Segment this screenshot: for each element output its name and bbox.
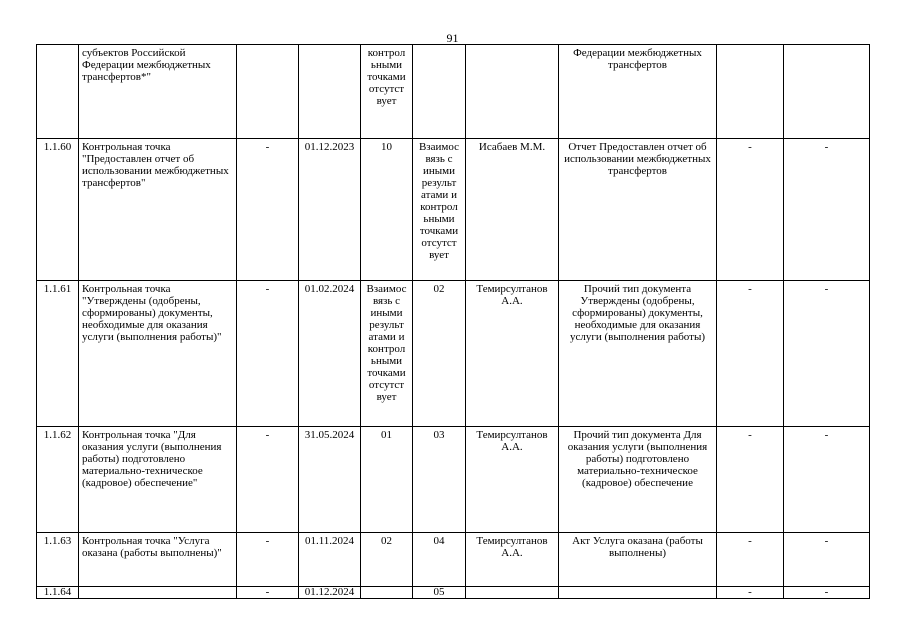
row-col6: 05 <box>413 587 466 599</box>
row-col3: - <box>237 587 299 599</box>
row-col3 <box>237 45 299 139</box>
page-number: 91 <box>446 31 459 45</box>
row-col5: 02 <box>361 533 413 587</box>
row-col10: - <box>784 281 870 427</box>
table-row <box>37 533 870 587</box>
row-date <box>299 45 361 139</box>
row-responsible <box>466 587 559 599</box>
row-col9: - <box>717 533 784 587</box>
row-responsible: Темирсултанов А.А. <box>466 427 559 533</box>
row-col9: - <box>717 587 784 599</box>
row-col6: 03 <box>413 427 466 533</box>
row-col6: Взаимос вязь с иными результ атами и контрол ьными точками отсутст вует <box>413 139 466 281</box>
row-col3: - <box>237 533 299 587</box>
row-col9: - <box>717 281 784 427</box>
row-name: Контрольная точка "Утверждены (одобрены, сформированы) документы, необходимые для оказания услуги (выполнения работы)" <box>79 281 237 427</box>
row-result: Прочий тип документа Утверждены (одобрены, сформированы) документы, необходимые для оказания услуги (выполнения работы) <box>559 281 717 427</box>
table-row <box>37 139 870 281</box>
row-col10: - <box>784 587 870 599</box>
row-result: Отчет Предоставлен отчет об использовании межбюджетных трансфертов <box>559 139 717 281</box>
row-date: 01.11.2024 <box>299 533 361 587</box>
row-date: 01.02.2024 <box>299 281 361 427</box>
row-col6: 02 <box>413 281 466 427</box>
row-number: 1.1.61 <box>37 281 79 427</box>
row-name: Контрольная точка "Услуга оказана (работы выполнены)" <box>79 533 237 587</box>
row-col5 <box>361 587 413 599</box>
table-row <box>37 587 870 599</box>
row-responsible: Темирсултанов А.А. <box>466 533 559 587</box>
row-name: Контрольная точка "Для оказания услуги (выполнения работы) подготовлено материально-техническое (кадровое) обеспечение" <box>79 427 237 533</box>
row-col10: - <box>784 427 870 533</box>
row-number: 1.1.60 <box>37 139 79 281</box>
row-col6 <box>413 45 466 139</box>
row-date: 01.12.2024 <box>299 587 361 599</box>
row-name: Контрольная точка "Предоставлен отчет об использовании межбюджетных трансфертов" <box>79 139 237 281</box>
row-result <box>559 587 717 599</box>
row-col5: 10 <box>361 139 413 281</box>
row-number: 1.1.63 <box>37 533 79 587</box>
row-date: 01.12.2023 <box>299 139 361 281</box>
row-col9: - <box>717 427 784 533</box>
table-row <box>37 45 870 139</box>
row-number: 1.1.62 <box>37 427 79 533</box>
row-number: 1.1.64 <box>37 587 79 599</box>
row-responsible <box>466 45 559 139</box>
row-col6: 04 <box>413 533 466 587</box>
row-col3: - <box>237 139 299 281</box>
row-col9: - <box>717 139 784 281</box>
row-col3: - <box>237 427 299 533</box>
table-row <box>37 281 870 427</box>
row-col5: Взаимос вязь с иными результ атами и контрол ьными точками отсутст вует <box>361 281 413 427</box>
row-col10: - <box>784 533 870 587</box>
row-name: субъектов Российской Федерации межбюджетных трансфертов*" <box>79 45 237 139</box>
row-number <box>37 45 79 139</box>
control-points-table <box>36 44 870 599</box>
row-col5: 01 <box>361 427 413 533</box>
row-result: Прочий тип документа Для оказания услуги (выполнения работы) подготовлено материально-техническое (кадровое) обеспечение <box>559 427 717 533</box>
row-responsible: Исабаев М.М. <box>466 139 559 281</box>
row-result: Федерации межбюджетных трансфертов <box>559 45 717 139</box>
row-col10: - <box>784 139 870 281</box>
row-name <box>79 587 237 599</box>
row-col10 <box>784 45 870 139</box>
row-col9 <box>717 45 784 139</box>
row-result: Акт Услуга оказана (работы выполнены) <box>559 533 717 587</box>
table-row <box>37 427 870 533</box>
row-responsible: Темирсултанов А.А. <box>466 281 559 427</box>
row-col5: контрол ьными точками отсутст вует <box>361 45 413 139</box>
row-col3: - <box>237 281 299 427</box>
row-date: 31.05.2024 <box>299 427 361 533</box>
